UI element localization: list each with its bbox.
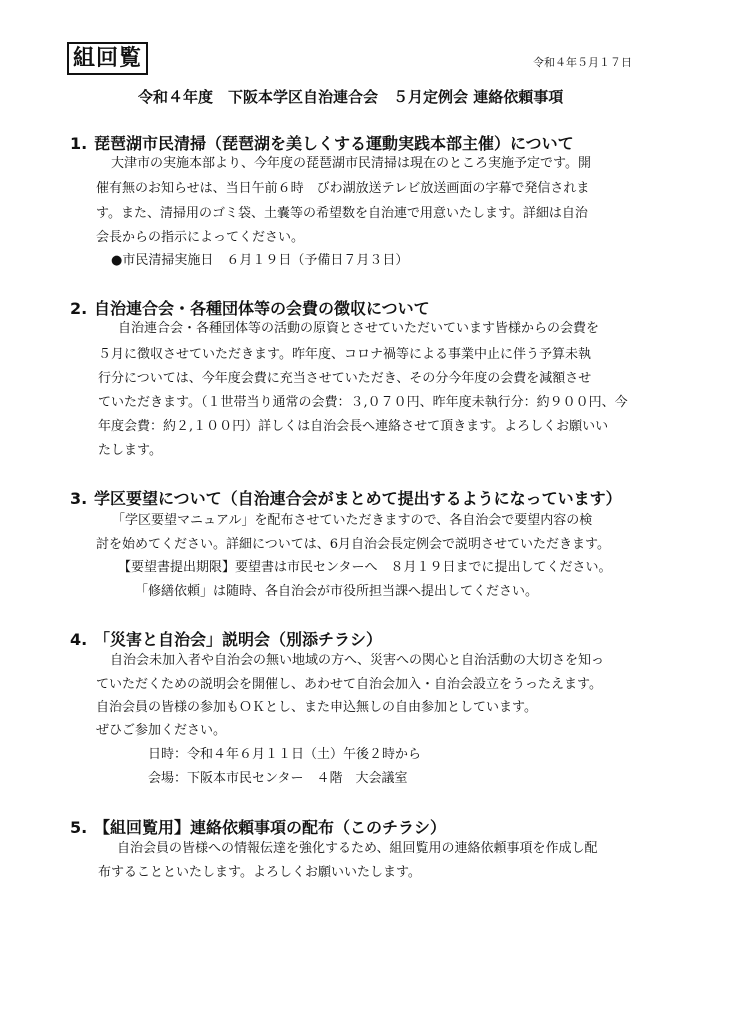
section-2-heading xyxy=(70,296,430,319)
section-4-datetime: 日時：令和４年６月１１日（土）午後２時から xyxy=(148,747,422,762)
section-1-line: 会長からの指示によってください。 xyxy=(96,230,305,245)
section-3-deadline: 【要望書提出期限】要望書は市民センターへ ８月１９日までに提出してください。 xyxy=(118,560,612,575)
section-number: 4. xyxy=(70,630,88,649)
section-2-line: 行分については、今年度会費に充当させていただき、その分今年度の会費を減額させ xyxy=(98,371,592,386)
section-title: 【組回覧用】連絡依頼事項の配布（このチラシ） xyxy=(94,818,447,837)
section-1-heading xyxy=(70,131,574,154)
section-number: 3. xyxy=(70,489,88,508)
section-5-heading xyxy=(70,815,446,838)
section-3-line: 「学区要望マニュアル」を配布させていただきますので、各自治会で要望内容の検 xyxy=(112,513,593,528)
section-2-line: たします。 xyxy=(98,443,162,458)
section-title: 学区要望について（自治連合会がまとめて提出するようになっています） xyxy=(94,489,622,508)
section-4-venue: 会場：下阪本市民センター ４階 大会議室 xyxy=(148,771,408,786)
document-title: 令和４年度 下阪本学区自治連合会 ５月定例会 連絡依頼事項 xyxy=(138,88,564,106)
section-1-event-date: ●市民清掃実施日 ６月１９日（予備日７月３日） xyxy=(111,253,409,268)
section-4-heading xyxy=(70,627,382,650)
section-1-line: 催有無のお知らせは、当日午前６時 びわ湖放送テレビ放送画面の字幕で発信されま xyxy=(96,181,590,196)
section-3-line: 「修繕依頼」は随時、各自治会が市役所担当課へ提出してください。 xyxy=(135,584,539,599)
section-1-line: す。また、清掃用のゴミ袋、土嚢等の希望数を自治連で用意いたします。詳細は自治 xyxy=(96,206,588,221)
section-2-line: 年度会費：約２,１００円）詳しくは自治会長へ連絡させて頂きます。よろしくお願いい xyxy=(98,419,609,434)
section-4-line: ぜひご参加ください。 xyxy=(96,723,227,738)
section-4-line: 自治会員の皆様の参加もＯＫとし、また申込無しの自由参加としています。 xyxy=(96,700,537,715)
section-3-heading xyxy=(70,486,622,509)
section-1-line: 大津市の実施本部より、今年度の琵琶湖市民清掃は現在のところ実施予定です。開 xyxy=(111,156,591,171)
section-5-line: 自治会員の皆様への情報伝達を強化するため、組回覧用の連絡依頼事項を作成し配 xyxy=(117,841,598,856)
section-title: 「災害と自治会」説明会（別添チラシ） xyxy=(94,630,383,649)
section-number: 5. xyxy=(70,818,88,837)
section-title: 琵琶湖市民清掃（琵琶湖を美しくする運動実践本部主催）について xyxy=(94,134,574,153)
kairan-badge: 組回覧 xyxy=(67,42,148,75)
section-number: 1. xyxy=(70,134,88,153)
section-4-line: 自治会未加入者や自治会の無い地域の方へ、災害への関心と自治活動の大切さを知っ xyxy=(110,653,605,668)
section-5-line: 布することといたします。よろしくお願いいたします。 xyxy=(98,865,421,880)
section-4-line: ていただくための説明会を開催し、あわせて自治会加入・自治会設立をうったえます。 xyxy=(96,677,602,692)
section-number: 2. xyxy=(70,299,88,318)
section-2-line: ていただきます。（１世帯当り通常の会費：３,０７０円、昨年度未執行分：約９００円、今 xyxy=(98,395,628,410)
section-3-line: 討を始めてください。詳細については、6月自治会長定例会で説明させていただきます。 xyxy=(96,537,610,552)
issue-date: 令和４年５月１７日 xyxy=(533,56,632,69)
section-title: 自治連合会・各種団体等の会費の徴収について xyxy=(94,299,430,318)
section-2-line: ５月に徴収させていただきます。昨年度、コロナ禍等による事業中止に伴う予算未執 xyxy=(98,347,591,362)
section-2-line: 自治連合会・各種団体等の活動の原資とさせていただいています皆様からの会費を xyxy=(118,321,600,336)
